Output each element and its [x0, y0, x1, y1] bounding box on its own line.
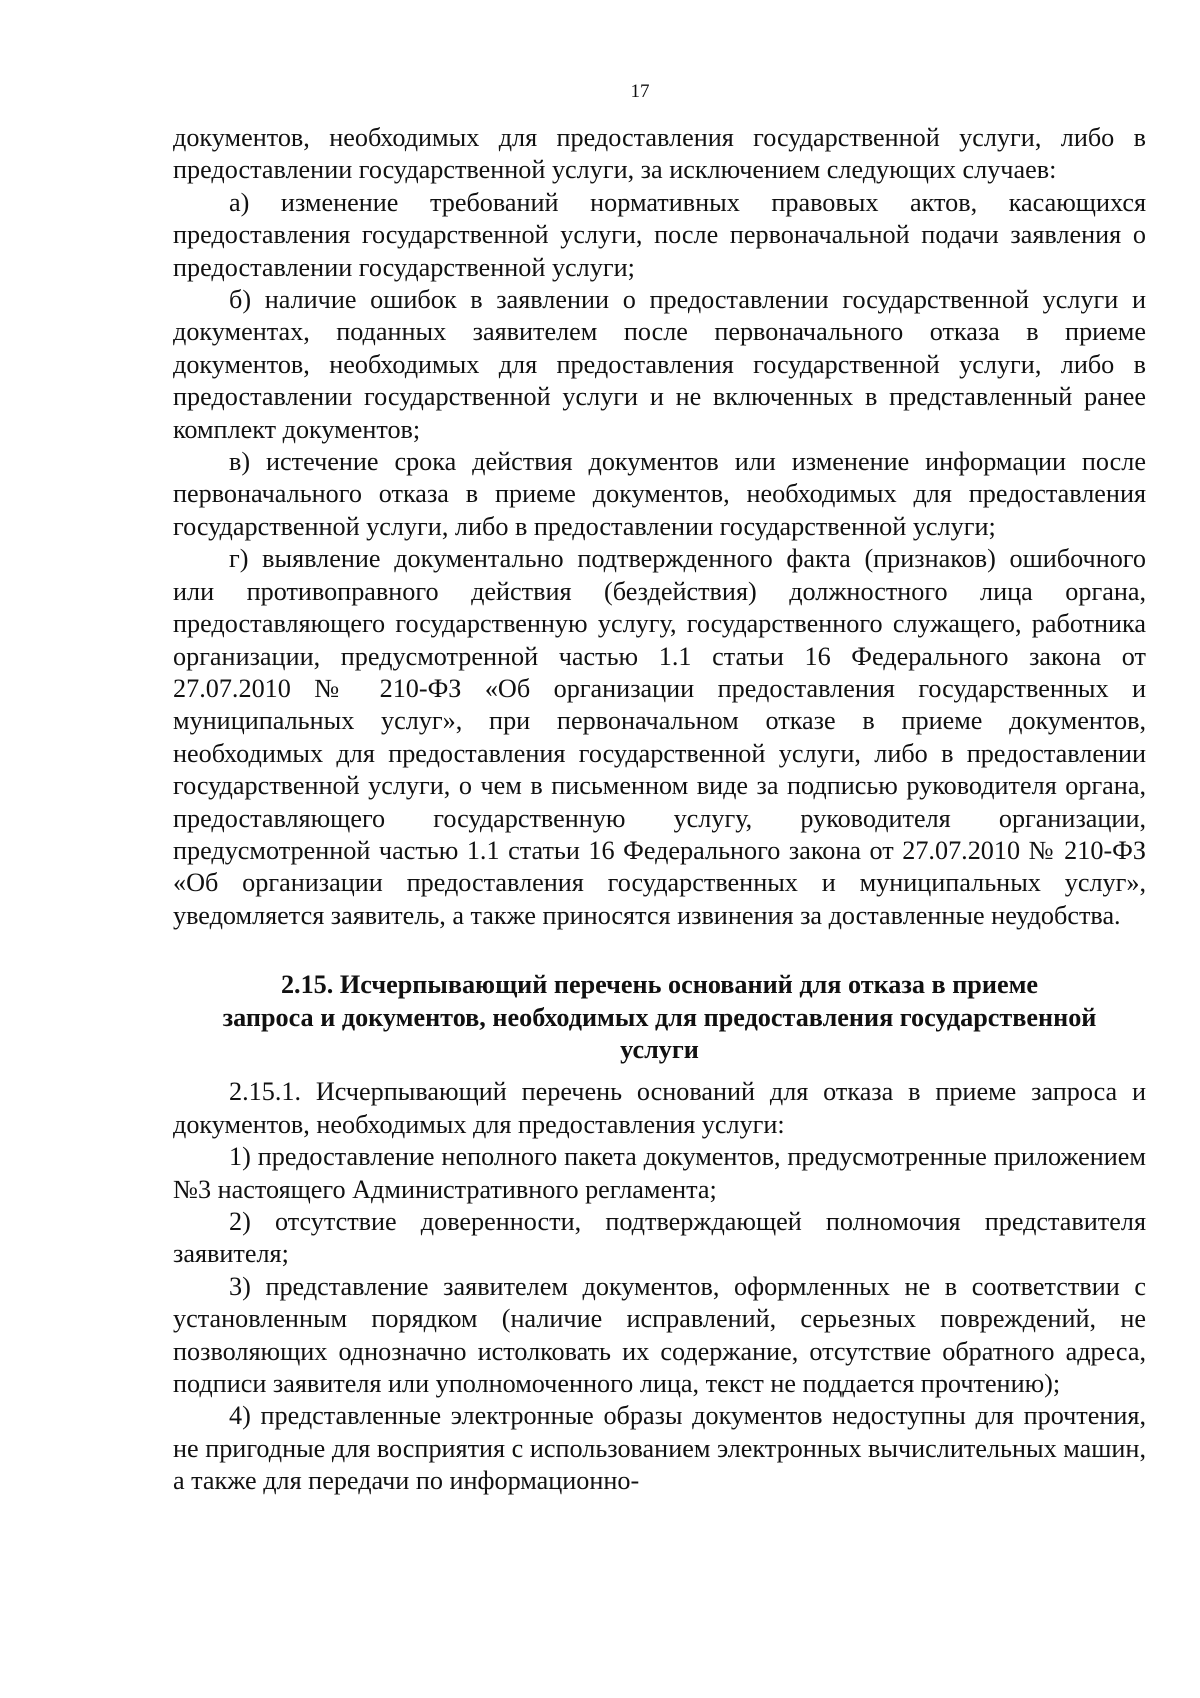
- paragraph-item-4: 4) представленные электронные образы документов недоступны для прочтения, не пригодные для восприятия с использованием электронных вычислительных машин, а также для передачи по информационно-: [173, 1401, 1146, 1496]
- paragraph-item-2: 2) отсутствие доверенности, подтверждающей полномочия представителя заявителя;: [173, 1207, 1146, 1269]
- paragraph-item-g: г) выявление документально подтвержденного факта (признаков) ошибочного или противоправного действия (бездействия) должностного лица органа, предоставляющего государственную услугу, государственного служащего, работника организации, предусмотренной частью 1.1 статьи 16 Федерального закона от 27.07.2010 № 210-ФЗ «Об организации предоставления государственных и муниципальных услуг», при первоначальном отказе в приеме документов, необходимых для предоставления государственной услуги, либо в предоставлении государственной услуги, о чем в письменном виде за подписью руководителя органа, предоставляющего государственную услугу, руководителя организации, предусмотренной частью 1.1 статьи 16 Федерального закона от 27.07.2010 № 210-ФЗ «Об организации предоставления государственных и муниципальных услуг», уведомляется заявитель, а также приносятся извинения за доставленные неудобства.: [173, 544, 1146, 930]
- section-heading-line: услуги: [620, 1034, 699, 1064]
- section-heading-line: запроса и документов, необходимых для предоставления государственной: [222, 1002, 1097, 1032]
- paragraph-continuation: документов, необходимых для предоставления государственной услуги, либо в предоставлении государственной услуги, за исключением следующих случаев:: [173, 123, 1146, 185]
- paragraph-item-v: в) истечение срока действия документов или изменение информации после первоначального отказа в приеме документов, необходимых для предоставления государственной услуги, либо в предоставлении государственной услуги;: [173, 447, 1146, 541]
- paragraph-item-1: 1) предоставление неполного пакета документов, предусмотренные приложением №3 настоящего Административного регламента;: [173, 1142, 1146, 1204]
- document-body: [173, 122, 1146, 1498]
- paragraph-item-3: 3) представление заявителем документов, оформленных не в соответствии с установленным порядком (наличие исправлений, серьезных повреждений, не позволяющих однозначно истолковать их содержание, отсутствие обратного адреса, подписи заявителя или уполномоченного лица, текст не поддается прочтению);: [173, 1271, 1146, 1399]
- section-heading-line: 2.15. Исчерпывающий перечень оснований для отказа в приеме: [280, 970, 1039, 1000]
- section-heading: [173, 969, 1146, 1066]
- page-number: 17: [630, 81, 650, 102]
- paragraph-item-b: б) наличие ошибок в заявлении о предоставлении государственной услуги и документах, поданных заявителем после первоначального отказа в приеме документов, необходимых для предоставления государственной услуги, либо в предоставлении государственной услуги и не включенных в представленный ранее комплект документов;: [173, 285, 1146, 444]
- paragraph-2-15-1: 2.15.1. Исчерпывающий перечень оснований для отказа в приеме запроса и документов, необходимых для предоставления услуги:: [173, 1077, 1146, 1139]
- paragraph-item-a: а) изменение требований нормативных правовых актов, касающихся предоставления государственной услуги, после первоначальной подачи заявления о предоставлении государственной услуги;: [173, 187, 1146, 282]
